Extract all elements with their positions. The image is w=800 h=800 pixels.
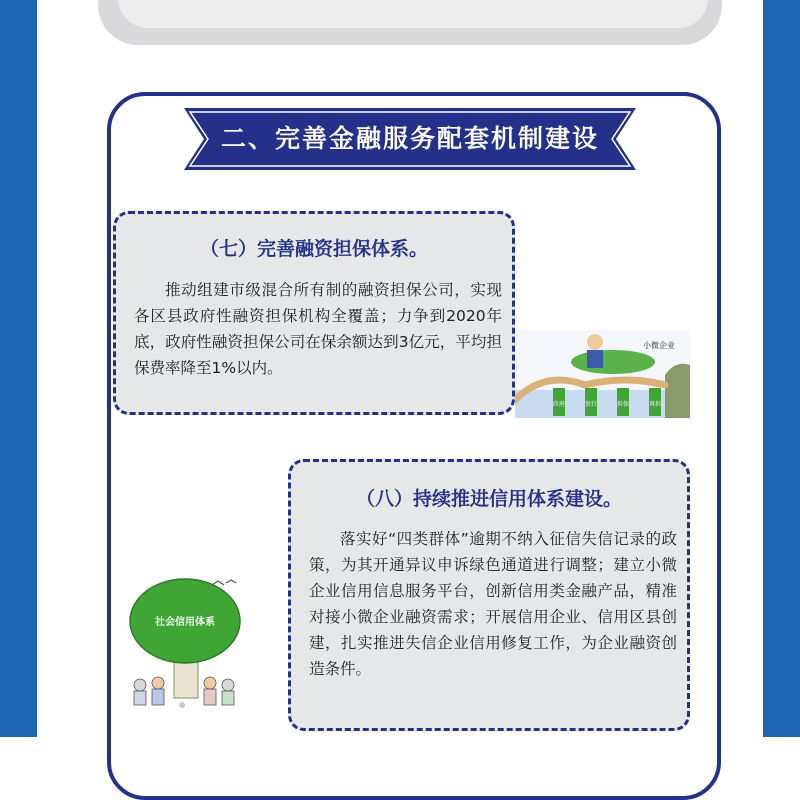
pillar-label: 担保	[616, 401, 630, 408]
credit-system-card	[288, 459, 690, 731]
small-business-bridge-illustration	[515, 330, 690, 418]
social-credit-tree-illustration	[122, 573, 250, 713]
card-title: （八）持续推进信用体系建设。	[355, 488, 622, 510]
pillar-label: 银行	[584, 401, 598, 408]
illustration-label: 小微企业	[643, 341, 675, 350]
section-banner	[184, 108, 636, 170]
pillar-label: 再担	[648, 401, 662, 408]
card-body: 推动组建市级混合所有制的融资担保公司，实现各区县政府性融资担保机构全覆盖；力争到2020年底，政府性融资担保公司在保余额达到3亿元，平均担保费率降至1%以内。	[134, 281, 502, 377]
left-side-bar	[0, 0, 37, 737]
card-body: 落实好“四类群体”逾期不纳入征信失信记录的政策，为其开通异议申诉绿色通道进行调整；建立小微企业信用信息服务平台，创新信用类金融产品，精准对接小微企业融资需求；开展信用企业、信用区县创建，扎实推进失信企业信用修复工作，为企业融资创造条件。	[309, 530, 677, 678]
right-side-bar	[763, 0, 800, 737]
pillar-label: 政府	[552, 401, 566, 408]
tree-label: 社会信用体系	[155, 617, 215, 628]
guarantee-system-card	[113, 211, 515, 415]
previous-section-card	[118, 0, 708, 28]
section-title: 二、完善金融服务配套机制建设	[220, 124, 599, 153]
card-title: （七）完善融资担保体系。	[199, 238, 428, 260]
